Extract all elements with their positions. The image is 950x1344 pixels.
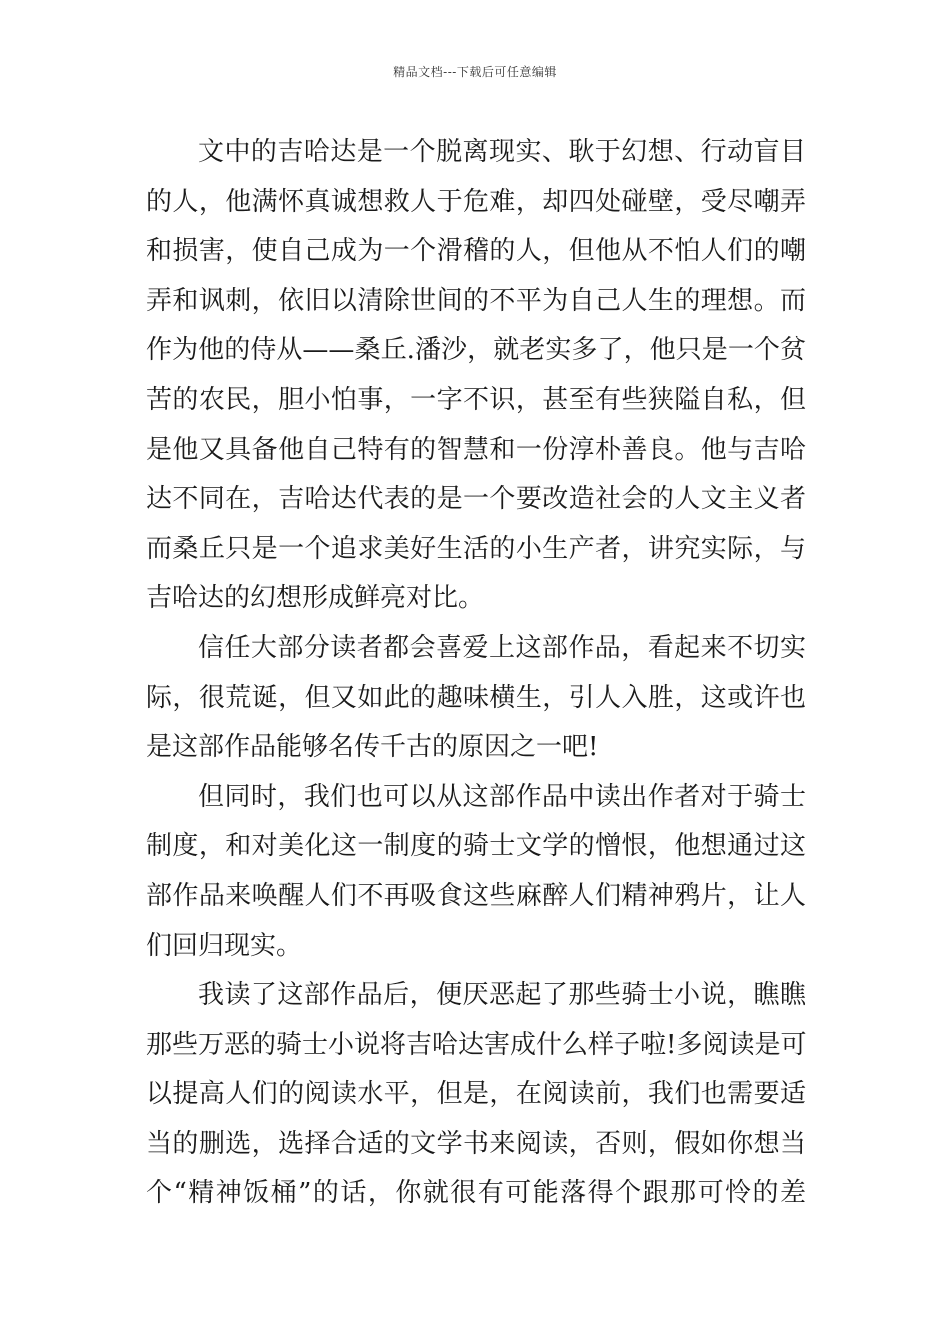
text-line: 际，很荒诞，但又如此的趣味横生，引人入胜，这或许也 <box>146 682 806 713</box>
page-header: 精品文档---下载后可任意编辑 <box>393 65 557 79</box>
text-line: 我读了这部作品后，便厌恶起了那些骑士小说，瞧瞧 <box>198 980 806 1011</box>
text-line: 但同时，我们也可以从这部作品中读出作者对于骑士 <box>198 781 806 812</box>
paragraph-2 <box>146 624 806 773</box>
text-line: 是这部作品能够名传千古的原因之一吧! <box>146 732 599 763</box>
text-line: 达不同在，吉哈达代表的是一个要改造社会的人文主义者 <box>146 484 806 515</box>
text-line: 制度，和对美化这一制度的骑士文学的憎恨，他想通过这 <box>146 831 806 862</box>
text-line: 和损害，使自己成为一个滑稽的人，但他从不怕人们的嘲 <box>146 236 806 267</box>
paragraph-4 <box>146 971 806 1219</box>
text-line: 信任大部分读者都会喜爱上这部作品，看起来不切实 <box>198 632 806 663</box>
text-line: 是他又具备他自己特有的智慧和一份淳朴善良。他与吉哈 <box>146 434 806 465</box>
text-line: 吉哈达的幻想形成鲜亮对比。 <box>146 583 485 614</box>
text-line: 个“精神饭桶”的话，你就很有可能落得个跟那可怜的差 <box>146 1178 806 1209</box>
text-line: 文中的吉哈达是一个脱离现实、耿于幻想、行动盲目 <box>198 137 806 167</box>
document-body <box>146 128 806 1219</box>
text-line: 而桑丘只是一个追求美好生活的小生产者，讲究实际，与 <box>146 533 806 564</box>
text-line: 苦的农民，胆小怕事，一字不识，甚至有些狭隘自私，但 <box>146 384 806 415</box>
text-line: 以提高人们的阅读水平，但是，在阅读前，我们也需要适 <box>146 1079 806 1110</box>
text-line: 的人，他满怀真诚想救人于危难，却四处碰壁，受尽嘲弄 <box>146 186 806 217</box>
text-line: 部作品来唤醒人们不再吸食这些麻醉人们精神鸦片，让人 <box>146 880 806 911</box>
text-line: 那些万恶的骑士小说将吉哈达害成什么样子啦!多阅读是可 <box>146 1029 807 1060</box>
paragraph-3 <box>146 773 806 971</box>
paragraph-1 <box>146 128 806 624</box>
text-line: 当的删选，选择合适的文学书来阅读，否则，假如你想当 <box>146 1128 806 1159</box>
text-line: 们回归现实。 <box>146 930 303 961</box>
text-line: 作为他的侍从——桑丘.潘沙，就老实多了，他只是一个贫 <box>146 335 806 366</box>
text-line: 弄和讽刺，依旧以清除世间的不平为自己人生的理想。而 <box>146 285 806 316</box>
